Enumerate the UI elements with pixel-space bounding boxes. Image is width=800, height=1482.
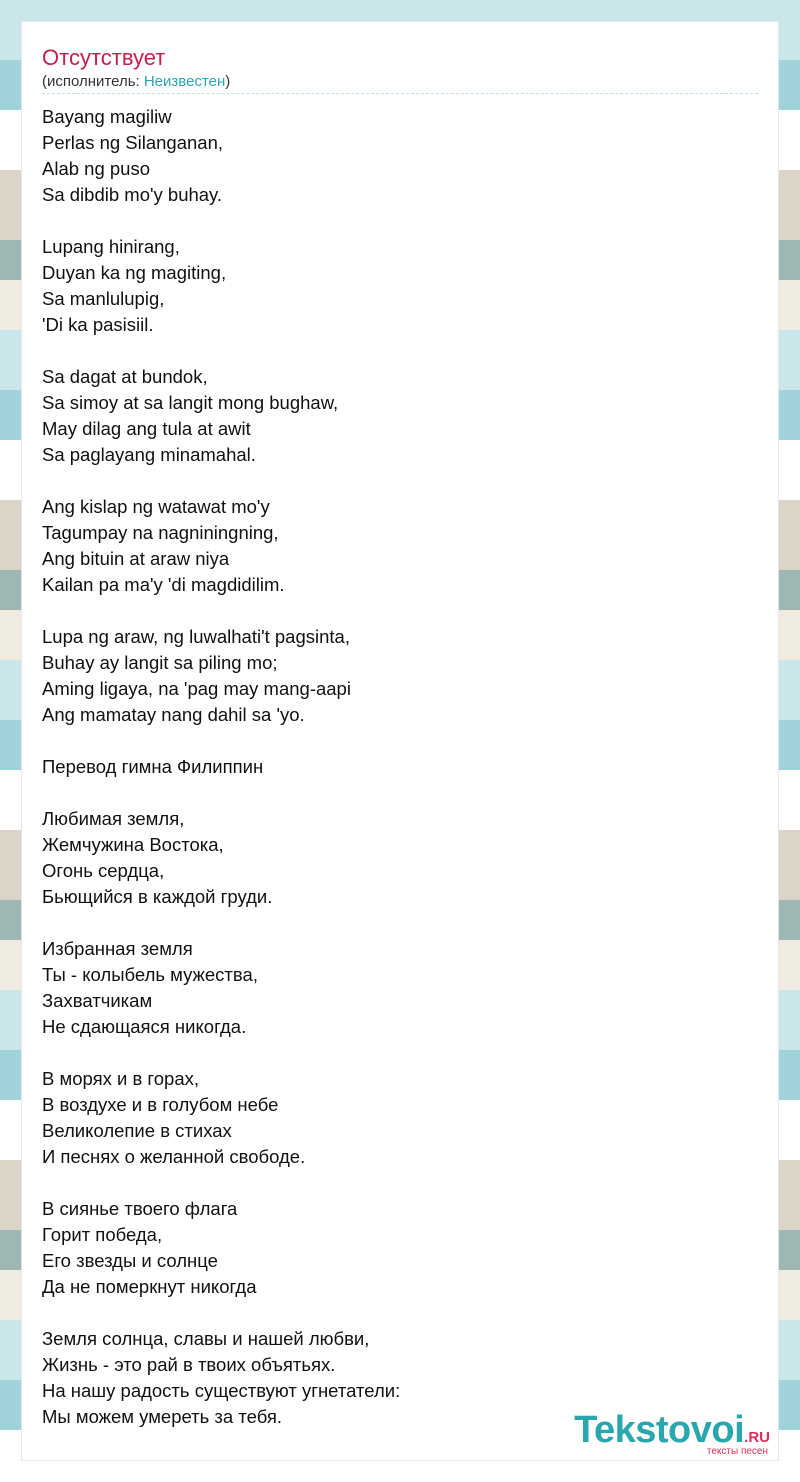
- lyrics-line: Sa simoy at sa langit mong bughaw,: [42, 392, 339, 413]
- lyrics-stanza: [42, 494, 742, 598]
- artist-line: [42, 72, 230, 92]
- lyrics-line: Buhay ay langit sa piling mo;: [42, 652, 278, 673]
- lyrics-line: Избранная земля: [42, 938, 193, 959]
- header-divider: [42, 93, 758, 94]
- lyrics-line: Жизнь - это рай в твоих объятьях.: [42, 1354, 336, 1375]
- artist-link[interactable]: Неизвестен: [143, 73, 226, 90]
- lyrics-line: Мы можем умереть за тебя.: [42, 1406, 283, 1427]
- lyrics-line: Sa dagat at bundok,: [42, 366, 208, 387]
- lyrics-line: Lupang hinirang,: [42, 236, 180, 257]
- lyrics-stanza: [42, 1196, 742, 1300]
- lyrics-line: Kailan pa ma'y 'di magdidilim.: [42, 574, 285, 595]
- lyrics-text: [42, 104, 745, 1456]
- lyrics-line: Не сдающаяся никогда.: [42, 1016, 247, 1037]
- lyrics-line: May dilag ang tula at awit: [42, 418, 251, 439]
- lyrics-line: Duyan ka ng magiting,: [42, 262, 227, 283]
- lyrics-line: В сиянье твоего флага: [42, 1198, 238, 1219]
- lyrics-line: Lupa ng araw, ng luwalhati't pagsinta,: [42, 626, 350, 647]
- lyrics-line: Sa dibdib mo'y buhay.: [42, 184, 223, 205]
- lyrics-line: Огонь сердца,: [42, 860, 165, 881]
- lyrics-stanza: [42, 364, 742, 468]
- lyrics-line: Ты - колыбель мужества,: [42, 964, 258, 985]
- lyrics-line: На нашу радость существуют угнетатели:: [42, 1380, 401, 1401]
- lyrics-line: В морях и в горах,: [42, 1068, 200, 1089]
- lyrics-line: Ang bituin at araw niya: [42, 548, 230, 569]
- lyrics-line: Жемчужина Востока,: [42, 834, 224, 855]
- lyrics-line: Perlas ng Silanganan,: [42, 132, 224, 153]
- artist-suffix: ): [225, 73, 231, 90]
- lyrics-stanza: [42, 754, 742, 780]
- lyrics-line: Бьющийся в каждой груди.: [42, 886, 273, 907]
- lyrics-line: В воздухе и в голубом небе: [42, 1094, 279, 1115]
- lyrics-stanza: [42, 104, 742, 208]
- lyrics-stanza: [42, 936, 742, 1040]
- lyrics-line: Tagumpay na nagniningning,: [42, 522, 279, 543]
- lyrics-line: Sa manlulupig,: [42, 288, 165, 309]
- lyrics-line: Захватчикам: [42, 990, 153, 1011]
- lyrics-line: Да не померкнут никогда: [42, 1276, 257, 1297]
- lyrics-line: Alab ng puso: [42, 158, 151, 179]
- lyrics-line: Любимая земля,: [42, 808, 185, 829]
- lyrics-line: Его звезды и солнце: [42, 1250, 218, 1271]
- logo-tld: .RU: [744, 1429, 770, 1446]
- song-title: Отсутствует: [42, 45, 166, 70]
- lyrics-line: Великолепие в стихах: [42, 1120, 232, 1141]
- lyrics-line: Bayang magiliw: [42, 106, 172, 127]
- lyrics-line: Aming ligaya, na 'pag may mang-aapi: [42, 678, 351, 699]
- lyrics-line: И песнях о желанной свободе.: [42, 1146, 306, 1167]
- lyrics-line: 'Di ka pasisiil.: [42, 314, 154, 335]
- lyrics-stanza: [42, 806, 742, 910]
- lyrics-stanza: [42, 624, 742, 728]
- lyrics-stanza: [42, 1066, 742, 1170]
- logo-tagline: тексты песен: [706, 1446, 768, 1457]
- lyrics-line: Sa paglayang minamahal.: [42, 444, 256, 465]
- lyrics-line: Земля солнца, славы и нашей любви,: [42, 1328, 370, 1349]
- lyrics-line: Горит победа,: [42, 1224, 163, 1245]
- lyrics-card: [22, 22, 778, 1460]
- lyrics-line: Ang kislap ng watawat mo'y: [42, 496, 270, 517]
- lyrics-stanza: [42, 234, 742, 338]
- logo-name: Tekstovoi: [574, 1409, 745, 1451]
- artist-prefix: (исполнитель:: [42, 73, 144, 90]
- site-logo[interactable]: [574, 1411, 770, 1457]
- lyrics-line: Перевод гимна Филиппин: [42, 756, 264, 777]
- lyrics-line: Ang mamatay nang dahil sa 'yo.: [42, 704, 305, 725]
